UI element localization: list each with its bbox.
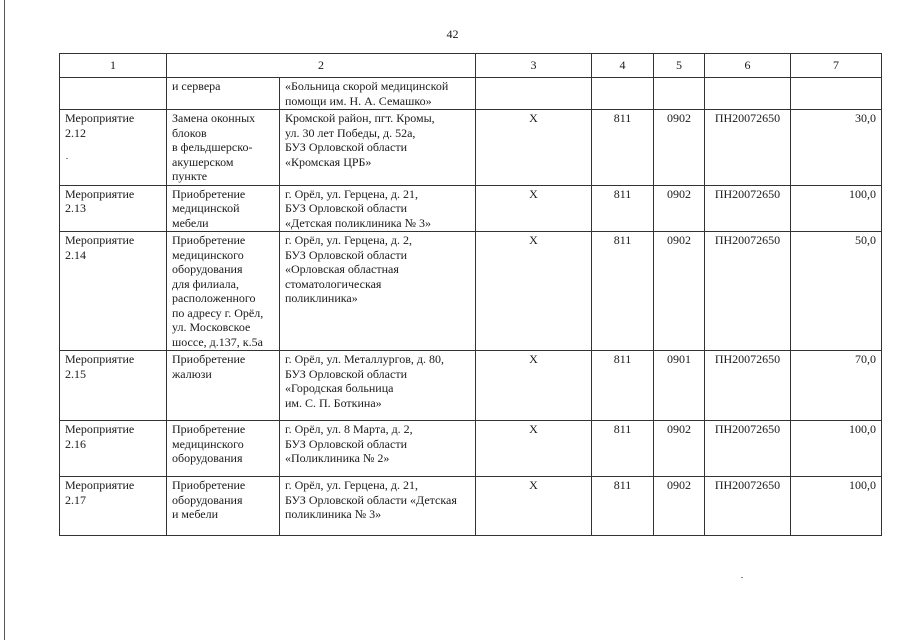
col-4-cell: 811: [592, 185, 654, 232]
col-6-cell: [705, 78, 791, 110]
col-6-cell: ПН20072650: [705, 185, 791, 232]
col-6-cell: ПН20072650: [705, 351, 791, 421]
col-5-cell: 0902: [654, 421, 705, 477]
table-row: [60, 78, 882, 110]
header-col-7: 7: [791, 54, 882, 78]
col-3-cell: Х: [476, 232, 592, 351]
event-number-cell: [60, 78, 167, 110]
event-number-cell: Мероприятие 2.14: [60, 232, 167, 351]
col-5-cell: 0902: [654, 477, 705, 536]
col-3-cell: Х: [476, 477, 592, 536]
amount-cell: 100,0: [791, 185, 882, 232]
col-4-cell: [592, 78, 654, 110]
col-6-cell: ПН20072650: [705, 477, 791, 536]
institution-address-cell: г. Орёл, ул. Герцена, д. 21, БУЗ Орловской области «Детская поликлиника № 3»: [280, 477, 476, 536]
scan-left-edge: [4, 0, 5, 640]
header-col-1: 1: [60, 54, 167, 78]
event-description-cell: Замена оконных блоков в фельдшерско- акушерском пункте: [167, 110, 280, 186]
institution-address-cell: Кромской район, пгт. Кромы, ул. 30 лет Победы, д. 52а, БУЗ Орловской области «Кромская ЦРБ»: [280, 110, 476, 186]
institution-address-cell: г. Орёл, ул. 8 Марта, д. 2, БУЗ Орловской области «Поликлиника № 2»: [280, 421, 476, 477]
event-description-cell: и сервера: [167, 78, 280, 110]
event-number-cell: Мероприятие 2.16: [60, 421, 167, 477]
amount-cell: 100,0: [791, 421, 882, 477]
amount-cell: 50,0: [791, 232, 882, 351]
col-3-cell: Х: [476, 110, 592, 186]
header-col-4: 4: [592, 54, 654, 78]
event-number-cell: Мероприятие 2.13: [60, 185, 167, 232]
page-number: 42: [446, 27, 459, 41]
col-3-cell: [476, 78, 592, 110]
table-row: [60, 185, 882, 232]
scan-speck: [741, 577, 743, 578]
event-number-cell: Мероприятие 2.15: [60, 351, 167, 421]
col-4-cell: 811: [592, 477, 654, 536]
col-5-cell: 0901: [654, 351, 705, 421]
institution-address-cell: г. Орёл, ул. Металлургов, д. 80, БУЗ Орловской области «Городская больница им. С. П. Боткина»: [280, 351, 476, 421]
event-description-cell: Приобретение медицинского оборудования: [167, 421, 280, 477]
table-row: [60, 232, 882, 351]
col-4-cell: 811: [592, 421, 654, 477]
amount-cell: [791, 78, 882, 110]
col-5-cell: 0902: [654, 185, 705, 232]
col-6-cell: ПН20072650: [705, 232, 791, 351]
scan-speck: [66, 158, 68, 159]
col-4-cell: 811: [592, 110, 654, 186]
col-6-cell: ПН20072650: [705, 110, 791, 186]
institution-address-cell: г. Орёл, ул. Герцена, д. 2, БУЗ Орловской области «Орловская областная стоматологическая поликлиника»: [280, 232, 476, 351]
col-3-cell: Х: [476, 351, 592, 421]
event-description-cell: Приобретение медицинского оборудования для филиала, расположенного по адресу г. Орёл, ул. Московское шоссе, д.137, к.5а: [167, 232, 280, 351]
col-4-cell: 811: [592, 232, 654, 351]
event-description-cell: Приобретение оборудования и мебели: [167, 477, 280, 536]
col-5-cell: [654, 78, 705, 110]
col-6-cell: ПН20072650: [705, 421, 791, 477]
institution-address-cell: г. Орёл, ул. Герцена, д. 21, БУЗ Орловской области «Детская поликлиника № 3»: [280, 185, 476, 232]
header-col-6: 6: [705, 54, 791, 78]
col-5-cell: 0902: [654, 232, 705, 351]
amount-cell: 100,0: [791, 477, 882, 536]
header-col-2: 2: [167, 54, 476, 78]
table-row: [60, 351, 882, 421]
institution-address-cell: «Больница скорой медицинской помощи им. Н. А. Семашко»: [280, 78, 476, 110]
event-description-cell: Приобретение жалюзи: [167, 351, 280, 421]
header-col-5: 5: [654, 54, 705, 78]
amount-cell: 30,0: [791, 110, 882, 186]
table-row: [60, 421, 882, 477]
event-description-cell: Приобретение медицинской мебели: [167, 185, 280, 232]
col-3-cell: Х: [476, 185, 592, 232]
table-row: [60, 110, 882, 186]
col-3-cell: Х: [476, 421, 592, 477]
header-row: [60, 54, 882, 78]
event-number-cell: Мероприятие 2.17: [60, 477, 167, 536]
header-col-3: 3: [476, 54, 592, 78]
amount-cell: 70,0: [791, 351, 882, 421]
table-row: [60, 477, 882, 536]
col-4-cell: 811: [592, 351, 654, 421]
event-number-cell: Мероприятие 2.12: [60, 110, 167, 186]
budget-table: [59, 53, 882, 536]
col-5-cell: 0902: [654, 110, 705, 186]
